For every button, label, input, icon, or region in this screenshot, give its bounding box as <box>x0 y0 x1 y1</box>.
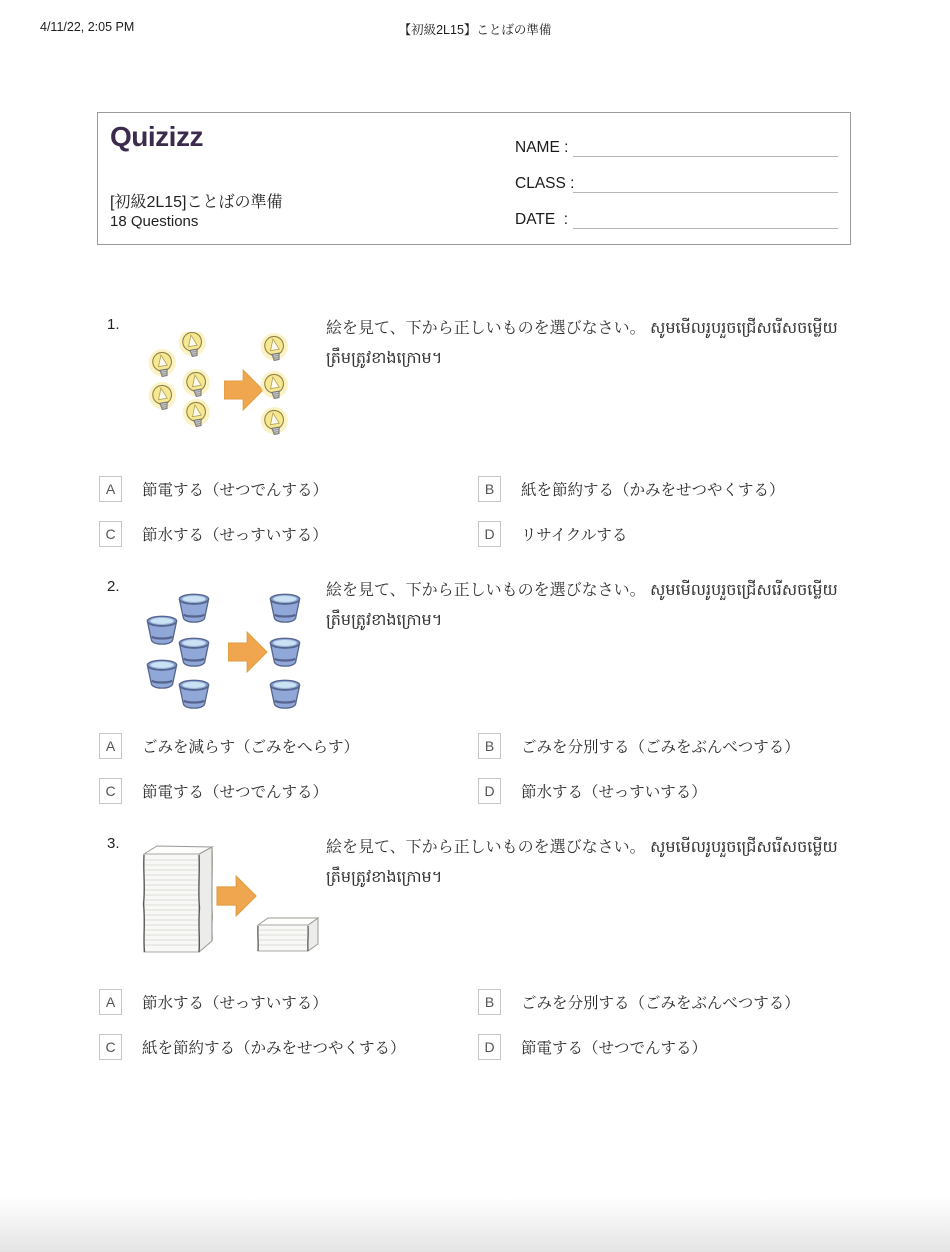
option-text: 節水する（せっすいする） <box>142 527 328 544</box>
tall-paper-stack-icon <box>144 846 213 952</box>
question-2-option-d <box>476 778 707 804</box>
option-text: 紙を節約する（かみをせつやくする） <box>142 1040 406 1057</box>
question-3-number: 3. <box>107 835 120 852</box>
question-1-option-c <box>97 521 476 547</box>
question-3-option-b <box>476 989 800 1015</box>
light-bulb-icon <box>259 369 291 401</box>
option-letter-badge: A <box>99 476 122 502</box>
option-text: 節水する（せっすいする） <box>521 784 707 801</box>
class-field-row <box>515 169 838 193</box>
class-write-line <box>573 172 838 193</box>
class-field-label: CLASS : <box>515 175 575 192</box>
water-bucket-icon <box>270 638 299 666</box>
light-bulb-icon <box>177 332 209 358</box>
water-bucket-icon <box>147 660 176 688</box>
water-bucket-icon <box>147 616 176 644</box>
option-text: 節電する（せつでんする） <box>142 482 329 499</box>
option-letter-badge: C <box>99 521 122 547</box>
question-1-prompt: 絵を見て、下から正しいものを選びなさい。 សូមមើលរូបរួចជ្រើសរើសចម្លើយត្រឹមត្រូវខាងក្រោម។ <box>326 320 838 367</box>
light-bulb-icon <box>181 397 213 429</box>
question-1-option-d <box>476 521 627 547</box>
option-letter-badge: D <box>478 778 501 804</box>
question-1-number: 1. <box>107 316 120 333</box>
option-letter-badge: D <box>478 521 501 547</box>
option-letter-badge: C <box>99 1034 122 1060</box>
light-bulb-icon <box>259 405 291 437</box>
option-text: 紙を節約する（かみをせつやくする） <box>521 482 785 499</box>
option-text: リサイクルする <box>521 527 628 544</box>
option-text: 節水する（せっすいする） <box>142 995 328 1012</box>
option-text: 節電する（せつでんする） <box>521 1040 708 1057</box>
question-2-option-c <box>97 778 476 804</box>
water-buckets-before-after-image <box>130 586 326 712</box>
question-2-illustration <box>130 574 326 733</box>
questions-list <box>97 312 853 1087</box>
question-2-option-a <box>97 733 476 759</box>
light-bulb-icon <box>147 380 179 412</box>
light-bulbs-before-after-image <box>130 332 326 450</box>
question-3 <box>97 831 853 1060</box>
option-letter-badge: C <box>99 778 122 804</box>
question-1-illustration <box>130 312 326 476</box>
option-text: ごみを分別する（ごみをぶんべつする） <box>521 995 800 1012</box>
name-field-label: NAME : <box>515 139 569 156</box>
water-bucket-icon <box>270 680 299 708</box>
date-field-label: DATE : <box>515 211 569 228</box>
page-bottom-fade <box>0 1197 950 1252</box>
name-write-line <box>573 136 838 157</box>
option-letter-badge: B <box>478 989 501 1015</box>
paper-stacks-before-after-image <box>130 837 326 959</box>
print-document-title: 【初級2L15】ことばの準備 <box>398 23 552 37</box>
option-letter-badge: B <box>478 733 501 759</box>
date-write-line <box>573 208 838 229</box>
quizizz-logo: Quizizz <box>110 121 203 152</box>
quiz-title: [初級2L15]ことばの準備 <box>110 194 283 211</box>
right-arrow-icon <box>217 876 256 916</box>
water-bucket-icon <box>179 638 208 666</box>
question-3-option-c <box>97 1034 476 1060</box>
water-bucket-icon <box>179 680 208 708</box>
question-2 <box>97 574 853 804</box>
right-arrow-icon <box>224 370 263 410</box>
question-3-option-a <box>97 989 476 1015</box>
water-bucket-icon <box>179 594 208 622</box>
date-field-row <box>515 205 838 229</box>
right-arrow-icon <box>228 632 267 672</box>
option-letter-badge: B <box>478 476 501 502</box>
option-letter-badge: D <box>478 1034 501 1060</box>
option-letter-badge: A <box>99 989 122 1015</box>
question-count: 18 Questions <box>110 213 199 230</box>
question-2-number: 2. <box>107 578 120 595</box>
question-1-option-b <box>476 476 785 502</box>
light-bulb-icon <box>181 367 213 399</box>
worksheet-header-box <box>97 112 851 245</box>
option-text: ごみを減らす（ごみをへらす） <box>142 739 360 756</box>
water-bucket-icon <box>270 594 299 622</box>
light-bulb-icon <box>147 347 179 379</box>
option-text: 節電する（せつでんする） <box>142 784 329 801</box>
question-3-illustration <box>130 831 326 989</box>
question-3-option-d <box>476 1034 707 1060</box>
option-text: ごみを分別する（ごみをぶんべつする） <box>521 739 800 756</box>
option-letter-badge: A <box>99 733 122 759</box>
short-paper-stack-icon <box>258 918 318 951</box>
print-datetime: 4/11/22, 2:05 PM <box>40 20 135 34</box>
question-2-option-b <box>476 733 800 759</box>
question-2-prompt: 絵を見て、下から正しいものを選びなさい。 សូមមើលរូបរួចជ្រើសរើសចម្លើយត្រឹមត្រូវខាងក្រោម។ <box>326 582 838 629</box>
question-1 <box>97 312 853 547</box>
question-3-prompt: 絵を見て、下から正しいものを選びなさい。 សូមមើលរូបរួចជ្រើសរើសចម្លើយត្រឹមត្រូវខាងក្រោម។ <box>326 839 838 886</box>
student-fields <box>515 133 838 241</box>
name-field-row <box>515 133 838 157</box>
question-1-option-a <box>97 476 476 502</box>
light-bulb-icon <box>259 332 291 362</box>
